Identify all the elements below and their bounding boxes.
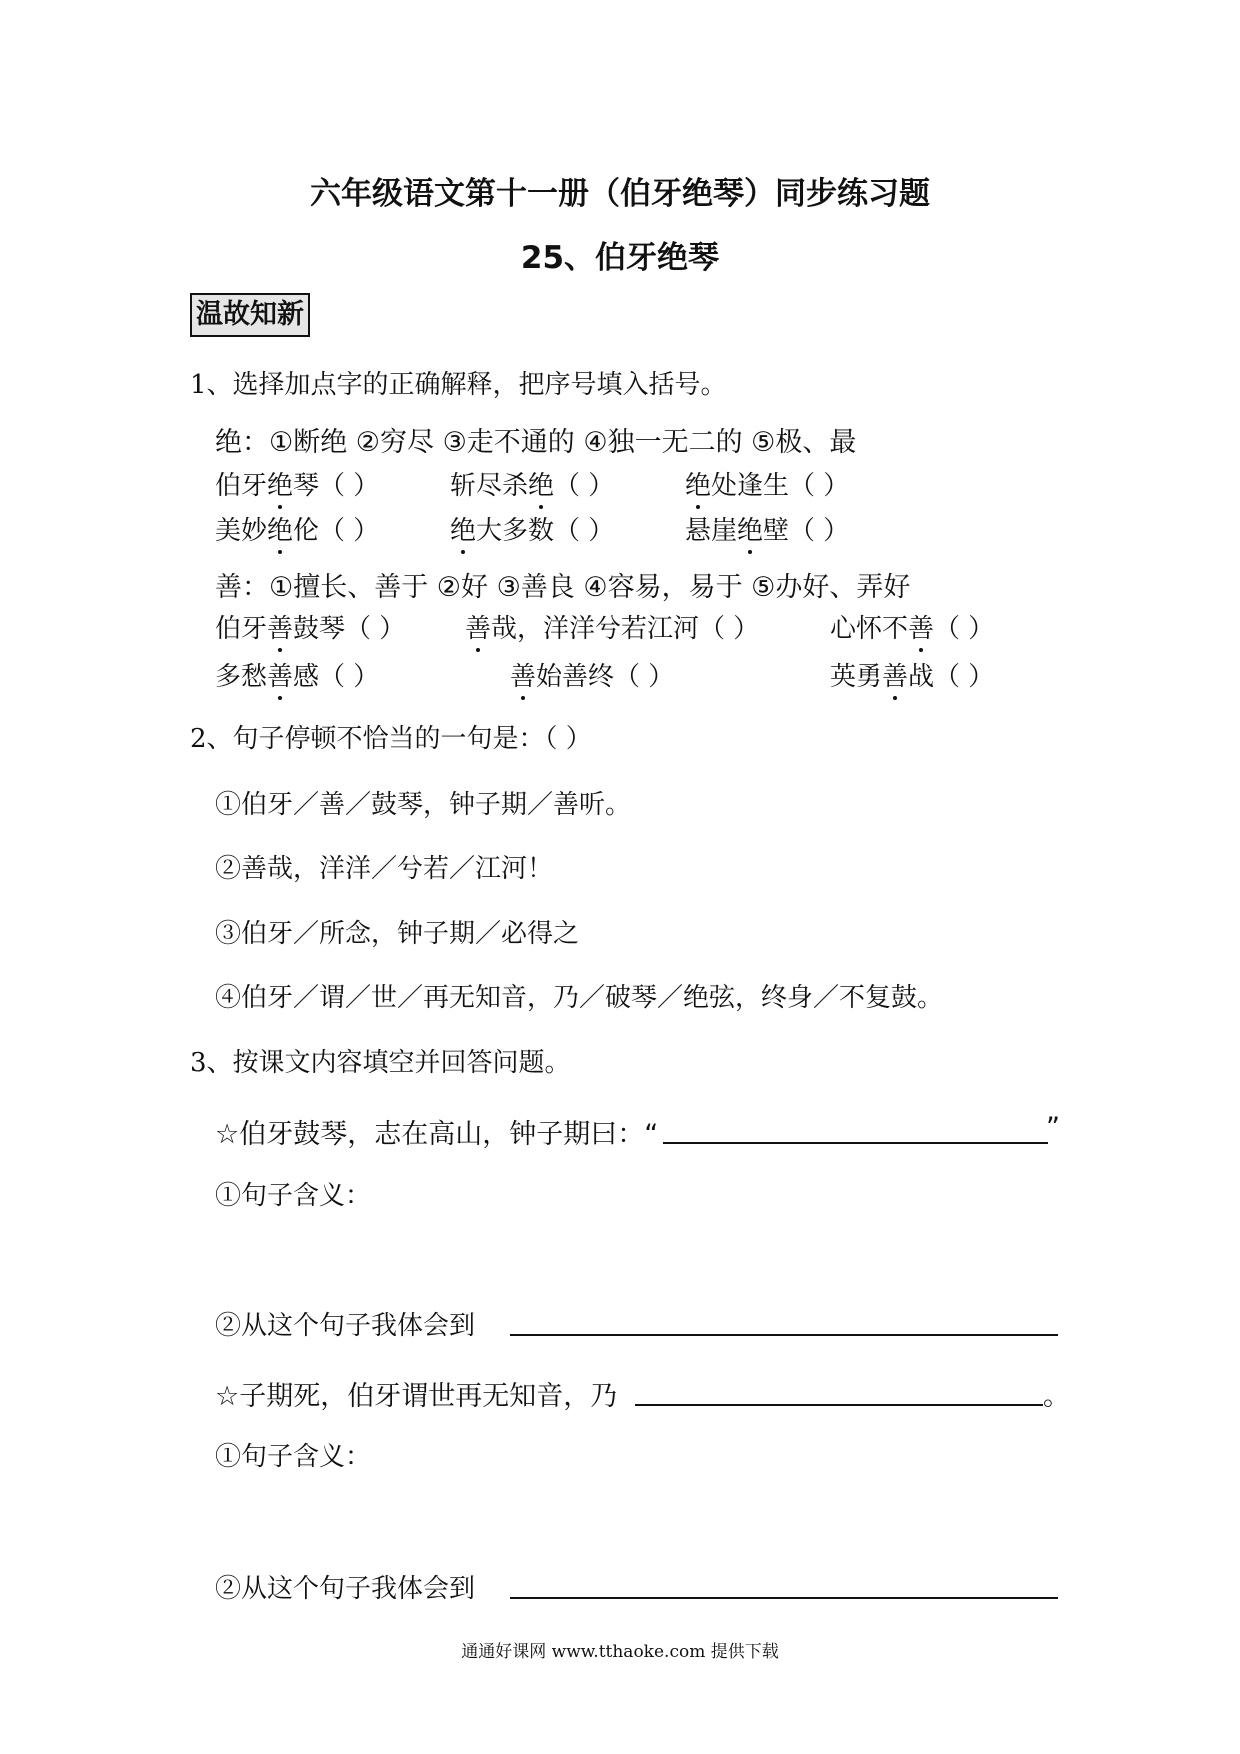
page-title: 六年级语文第十一册（伯牙绝琴）同步练习题: [310, 176, 930, 212]
page-footer: 通通好课网 www.tthaoke.com 提供下载: [461, 1642, 779, 1662]
shan-definitions: 善：①擅长、善于 ②好 ③善良 ④容易，易于 ⑤办好、弄好: [215, 572, 911, 603]
jue-item: 悬崖绝壁（ ）: [685, 510, 849, 547]
shan-item: 心怀不善（ ）: [830, 608, 994, 645]
question-2-option: ①伯牙／善／鼓琴，钟子期／善听。: [215, 790, 632, 820]
sentence-2-feel-label: ②从这个句子我体会到: [215, 1574, 476, 1604]
sentence-2-blank[interactable]: [635, 1404, 1043, 1406]
shan-item: 英勇善战（ ）: [830, 656, 994, 693]
jue-item: 伯牙绝琴（ ）: [215, 465, 379, 502]
shan-item: 善始善终（ ）: [510, 656, 674, 693]
jue-item: 绝大多数（ ）: [450, 510, 614, 547]
sentence-2-lead: ☆子期死，伯牙谓世再无知音，乃: [215, 1381, 618, 1412]
section-heading: 温故知新: [190, 293, 310, 337]
question-2-option: ③伯牙／所念，钟子期／必得之: [215, 919, 580, 949]
question-1-prompt: 1、选择加点字的正确解释，把序号填入括号。: [190, 370, 727, 400]
sentence-2-feel-blank[interactable]: [510, 1597, 1058, 1599]
question-2-prompt: 2、句子停顿不恰当的一句是：（ ）: [190, 724, 592, 754]
question-2-option: ②善哉，洋洋／兮若／江河！: [215, 854, 554, 884]
shan-item: 伯牙善鼓琴（ ）: [215, 608, 405, 645]
sentence-1-blank[interactable]: [663, 1142, 1048, 1144]
shan-item: 善哉，洋洋兮若江河（ ）: [465, 608, 759, 645]
sentence-1-close: ”: [1046, 1112, 1060, 1143]
jue-item: 绝处逢生（ ）: [685, 465, 849, 502]
shan-item: 多愁善感（ ）: [215, 656, 379, 693]
sentence-2-meaning-label: ①句子含义：: [215, 1442, 372, 1472]
sentence-2-close: 。: [1043, 1381, 1070, 1412]
lesson-title: 25、伯牙绝琴: [520, 240, 720, 276]
sentence-1-feel-blank[interactable]: [510, 1334, 1058, 1336]
jue-item: 斩尽杀绝（ ）: [450, 465, 614, 502]
sentence-1-lead: ☆伯牙鼓琴，志在高山，钟子期曰：“: [215, 1119, 659, 1150]
sentence-1-meaning-label: ①句子含义：: [215, 1181, 372, 1211]
jue-definitions: 绝：①断绝 ②穷尽 ③走不通的 ④独一无二的 ⑤极、最: [215, 427, 857, 458]
sentence-1-feel-label: ②从这个句子我体会到: [215, 1311, 476, 1341]
question-3-prompt: 3、按课文内容填空并回答问题。: [190, 1048, 571, 1078]
question-2-option: ④伯牙／谓／世／再无知音，乃／破琴／绝弦，终身／不复鼓。: [215, 983, 944, 1013]
jue-item: 美妙绝伦（ ）: [215, 510, 379, 547]
